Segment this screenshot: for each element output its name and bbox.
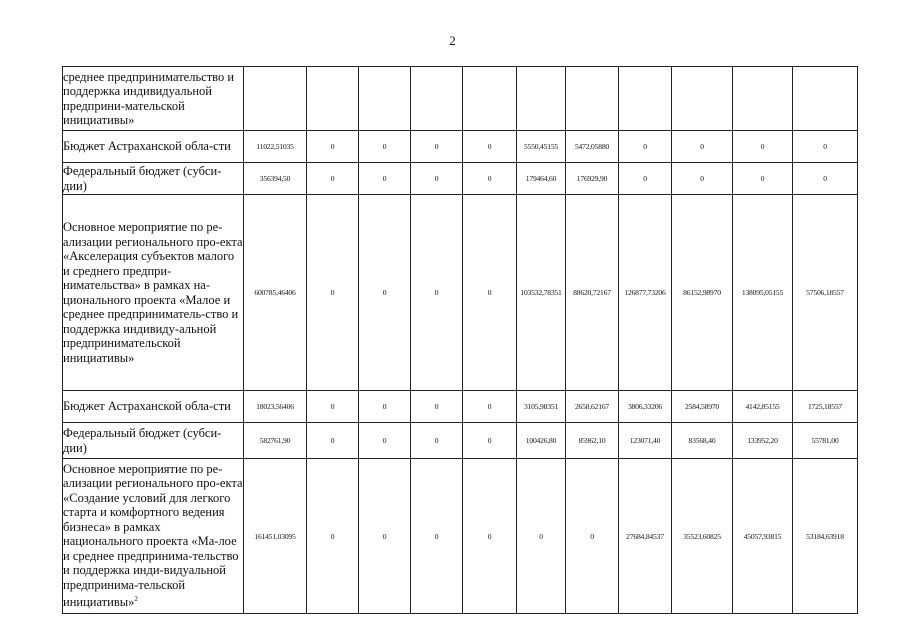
value-cell: 2584,58970 (672, 391, 733, 423)
value-cell: 2658,62167 (566, 391, 619, 423)
value-cell: 0 (619, 163, 672, 195)
value-cell (733, 67, 793, 131)
value-cell (672, 67, 733, 131)
value-cell: 86152,98970 (672, 195, 733, 391)
value-cell: 133952,20 (733, 423, 793, 459)
row-label: Основное мероприятие по ре-ализации регионального про-екта «Акселерация субъектов малого и среднего предпри-нимательства» в рамках на-ционального проекта «Малое и среднее предприниматель-ство и поддержка индивиду-альной предпринимательской инициативы» (63, 220, 243, 365)
value-cell (463, 67, 517, 131)
value-cell: 0 (672, 163, 733, 195)
row-label-cell (63, 195, 244, 391)
value-cell: 0 (359, 459, 411, 614)
value-cell: 0 (411, 131, 463, 163)
value-cell: 18023,56406 (244, 391, 307, 423)
value-cell: 0 (463, 163, 517, 195)
value-cell: 53184,63918 (793, 459, 858, 614)
value-cell: 0 (463, 131, 517, 163)
row-label: Федеральный бюджет (субси-дии) (63, 164, 222, 193)
value-cell: 0 (733, 163, 793, 195)
table-row (63, 163, 858, 195)
row-label: Федеральный бюджет (субси-дии) (63, 426, 222, 455)
value-cell: 83568,40 (672, 423, 733, 459)
value-cell: 0 (411, 459, 463, 614)
value-cell: 57506,18557 (793, 195, 858, 391)
table-row (63, 423, 858, 459)
value-cell: 0 (463, 459, 517, 614)
row-label-cell (63, 67, 244, 131)
value-cell: 179464,60 (517, 163, 566, 195)
value-cell (244, 67, 307, 131)
value-cell: 103532,78351 (517, 195, 566, 391)
value-cell: 0 (307, 391, 359, 423)
value-cell (619, 67, 672, 131)
row-label-cell (63, 391, 244, 423)
table-row (63, 195, 858, 391)
value-cell: 0 (463, 195, 517, 391)
value-cell: 0 (307, 423, 359, 459)
value-cell: 176929,90 (566, 163, 619, 195)
row-label-cell (63, 423, 244, 459)
value-cell: 0 (793, 163, 858, 195)
budget-table (62, 66, 858, 614)
value-cell: 85962,10 (566, 423, 619, 459)
value-cell: 55781,00 (793, 423, 858, 459)
value-cell (793, 67, 858, 131)
value-cell: 138095,05155 (733, 195, 793, 391)
page-number: 2 (449, 33, 456, 48)
table-row (63, 391, 858, 423)
value-cell (517, 67, 566, 131)
row-label-cell (63, 131, 244, 163)
value-cell: 0 (672, 131, 733, 163)
value-cell: 4142,85155 (733, 391, 793, 423)
value-cell: 0 (359, 131, 411, 163)
row-label: среднее предпринимательство и поддержка индивидуальной предприни-мательской инициативы» (63, 69, 235, 127)
value-cell: 0 (619, 131, 672, 163)
value-cell: 0 (411, 163, 463, 195)
value-cell: 3105,98351 (517, 391, 566, 423)
value-cell (411, 67, 463, 131)
value-cell: 1725,18557 (793, 391, 858, 423)
value-cell (566, 67, 619, 131)
value-cell: 45057,93815 (733, 459, 793, 614)
value-cell: 11022,51035 (244, 131, 307, 163)
footnote-marker: 2 (134, 595, 138, 604)
value-cell (307, 67, 359, 131)
row-label-cell (63, 459, 244, 614)
table-row (63, 131, 858, 163)
value-cell: 5550,45155 (517, 131, 566, 163)
value-cell: 0 (517, 459, 566, 614)
value-cell: 3806,33206 (619, 391, 672, 423)
value-cell: 0 (411, 423, 463, 459)
value-cell: 100426,80 (517, 423, 566, 459)
value-cell: 5472,05880 (566, 131, 619, 163)
row-label: Основное мероприятие по ре-ализации регионального про-екта «Создание условий для легкого старта и комфортного ведения бизнеса» в рамках национального проекта «Ма-лое и среднее предпринима-тельство и поддержка инди-видуальной предпринима-тельской инициативы» (63, 461, 243, 610)
value-cell: 0 (566, 459, 619, 614)
value-cell: 582761,90 (244, 423, 307, 459)
value-cell: 0 (307, 195, 359, 391)
value-cell: 161451,03095 (244, 459, 307, 614)
value-cell: 0 (359, 195, 411, 391)
value-cell: 27684,84537 (619, 459, 672, 614)
value-cell: 0 (307, 163, 359, 195)
row-label: Бюджет Астраханской обла-сти (63, 399, 231, 414)
value-cell: 0 (411, 391, 463, 423)
value-cell: 600785,46406 (244, 195, 307, 391)
row-label-cell (63, 163, 244, 195)
value-cell: 0 (733, 131, 793, 163)
value-cell: 0 (359, 391, 411, 423)
value-cell (359, 67, 411, 131)
value-cell: 0 (463, 391, 517, 423)
value-cell: 126877,73206 (619, 195, 672, 391)
row-label: Бюджет Астраханской обла-сти (63, 139, 231, 154)
value-cell: 0 (307, 459, 359, 614)
table-row (63, 67, 858, 131)
value-cell: 0 (463, 423, 517, 459)
value-cell: 0 (411, 195, 463, 391)
value-cell: 0 (359, 423, 411, 459)
value-cell: 88620,72167 (566, 195, 619, 391)
table-row (63, 459, 858, 614)
value-cell: 0 (359, 163, 411, 195)
table-body (63, 67, 858, 614)
value-cell: 0 (307, 131, 359, 163)
value-cell: 356394,50 (244, 163, 307, 195)
value-cell: 123071,40 (619, 423, 672, 459)
value-cell: 35523,60825 (672, 459, 733, 614)
value-cell: 0 (793, 131, 858, 163)
